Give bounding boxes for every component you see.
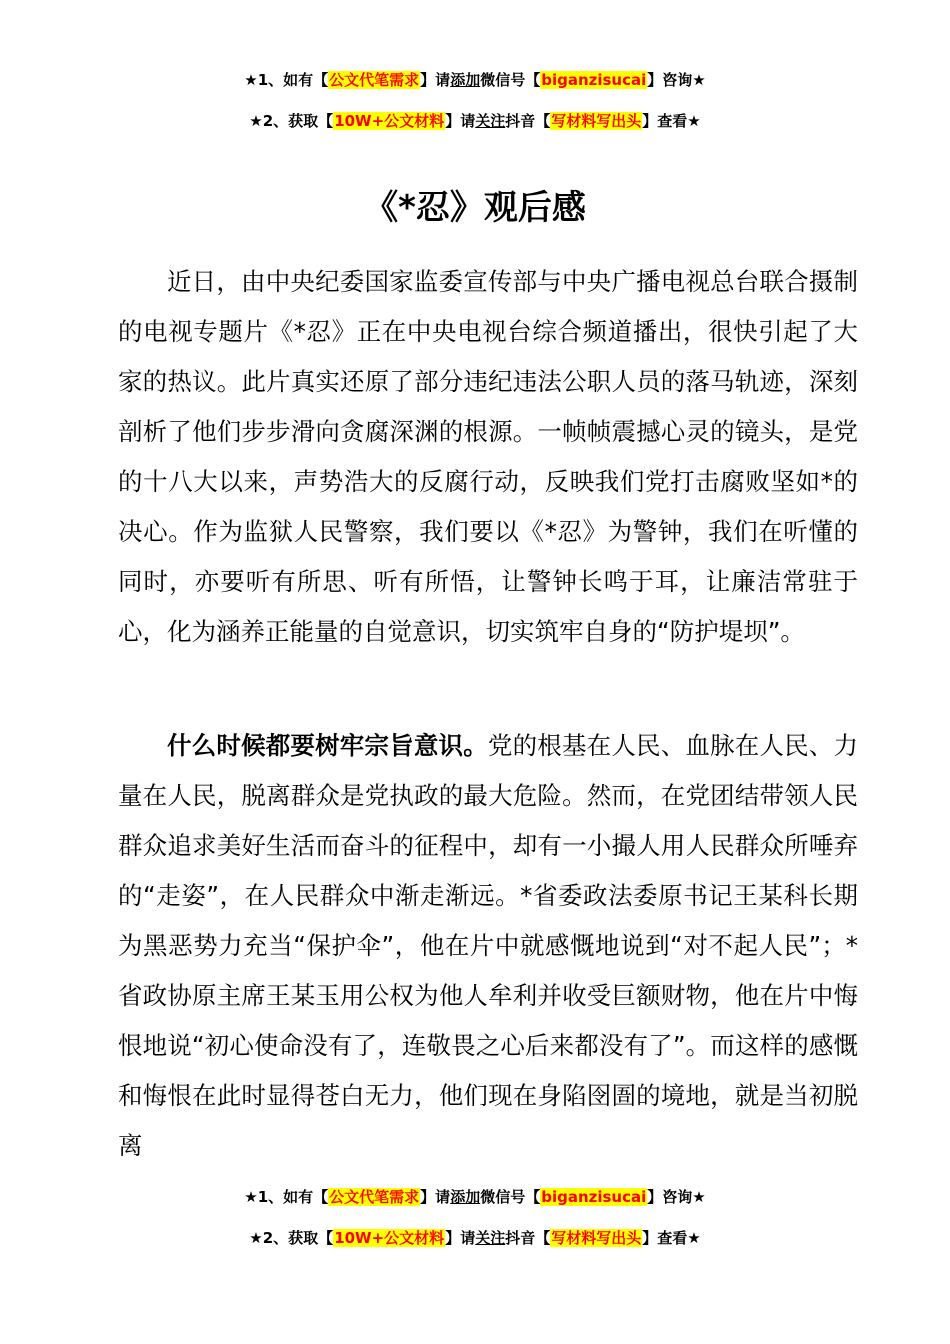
promo-highlight-douyin-account: 写材料写出头 [551,112,642,130]
promo-banner-top-line-2 [0,111,950,131]
promo-banner-top-line-1 [0,70,950,90]
promo-highlight-wechat-id: biganzisucai [541,71,647,89]
promo-highlight-service: 公文代笔需求 [329,71,420,89]
promo-banner-bottom-line-2 [0,1228,950,1248]
promo-underlined-word: 关注 [475,112,506,130]
promo-text: 抖音【 [505,1229,551,1247]
promo-highlight-douyin-account: 写材料写出头 [551,1229,642,1247]
promo-text: ★2、获取【 [249,1229,334,1247]
paragraph-2-heading: 什么时候都要树牢宗旨意识。 [167,731,488,760]
promo-highlight-service: 公文代笔需求 [329,1188,420,1206]
promo-text: 】查看★ [642,1229,701,1247]
promo-text: 】请 [445,112,476,130]
promo-text: ★1、如有【 [244,1188,329,1206]
promo-text: 】咨询★ [647,71,706,89]
paragraph-1: 近日，由中央纪委国家监委宣传部与中央广播电视总台联合摄制的电视专题片《*忍》正在中央电视台综合频道播出，很快引起了大家的热议。此片真实还原了部分违纪违法公职人员的落马轨迹，深刻剖析了他们步步滑向贪腐深渊的根源。一帧帧震撼心灵的镜头，是党的十八大以来，声势浩大的反腐行动，反映我们党打击腐败坚如*的决心。作为监狱人民警察，我们要以《*忍》为警钟，我们在听懂的同时，亦要听有所思、听有所悟，让警钟长鸣于耳，让廉洁常驻于心，化为涵养正能量的自觉意识，切实筑牢自身的“防护堤坝”。 [118,267,858,646]
promo-highlight-materials: 10W+公文材料 [334,112,445,130]
promo-highlight-materials: 10W+公文材料 [334,1229,445,1247]
document-title: 《*忍》观后感 [364,188,586,228]
promo-text: 】请 [445,1229,476,1247]
promo-underlined-word: 添加 [450,71,481,89]
promo-text: 】咨询★ [647,1188,706,1206]
promo-text: ★1、如有【 [244,71,329,89]
document-body-section-2 [118,721,858,1171]
paragraph-2-body: 党的根基在人民、血脉在人民、力量在人民，脱离群众是党执政的最大危险。然而，在党团结带领人民群众追求美好生活而奋斗的征程中，却有一小撮人用人民群众所唾弃的“走姿”，在人民群众中渐走渐远。*省委政法委原书记王某科长期为黑恶势力充当“保护伞”，他在片中就感慨地说到“对不起人民”；*省政协原主席王某玉用公权为他人牟利并收受巨额财物，他在片中悔恨地说“初心使命没有了，连敬畏之心后来都没有了”。而这样的感慨和悔恨在此时显得苍白无力，他们现在身陷囹圄的境地，就是当初脱离 [118,731,858,1160]
promo-text: 抖音【 [505,112,551,130]
promo-text: 】查看★ [642,112,701,130]
promo-text: 】请 [420,71,451,89]
promo-text: 微信号【 [480,71,541,89]
promo-text: 】请 [420,1188,451,1206]
document-body [118,257,858,657]
promo-highlight-wechat-id: biganzisucai [541,1188,647,1206]
promo-underlined-word: 添加 [450,1188,481,1206]
promo-underlined-word: 关注 [475,1229,506,1247]
promo-text: ★2、获取【 [249,112,334,130]
promo-text: 微信号【 [480,1188,541,1206]
promo-banner-bottom-line-1 [0,1187,950,1207]
paragraph-2 [118,721,858,1171]
